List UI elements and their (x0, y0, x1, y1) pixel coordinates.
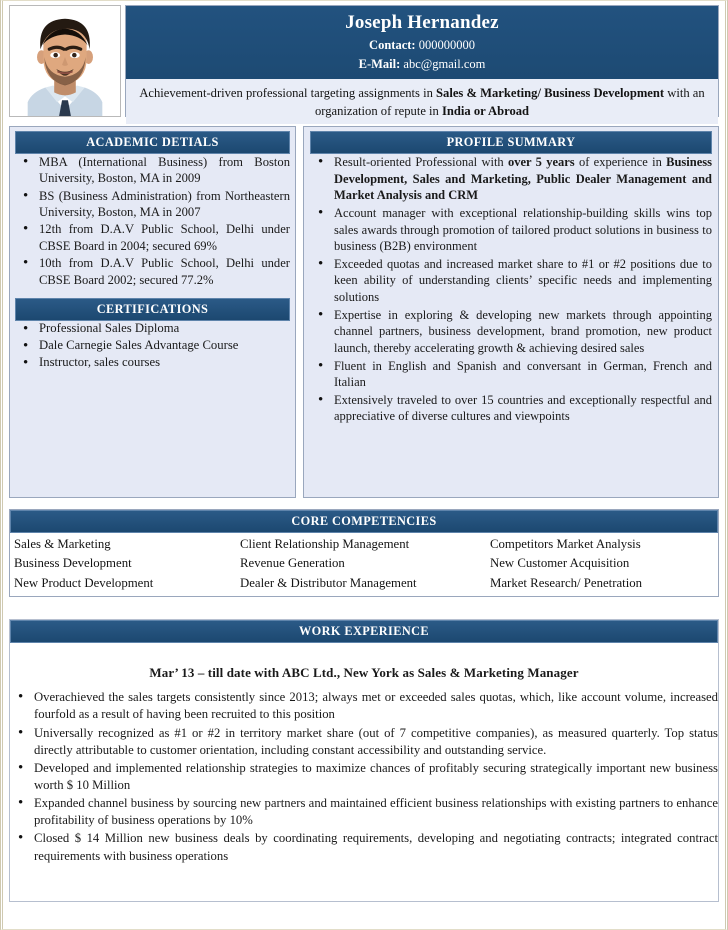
list-item: • 10th from D.A.V Public School, Delhi under CBSE Board 2002; secured 77.2% (15, 255, 290, 288)
contact-label: Contact: (369, 37, 416, 52)
work-role-line: Mar’ 13 – till date with ABC Ltd., New York as Sales & Marketing Manager (149, 665, 579, 681)
list-item: • BS (Business Administration) from Northeastern University, Boston, MA in 2007 (15, 188, 290, 221)
contact-line (130, 36, 714, 55)
competencies-grid (10, 533, 718, 596)
competency-item: Sales & Marketing (14, 537, 111, 551)
competency-item: Market Research/ Penetration (490, 575, 643, 590)
profile-text-pre: Result-oriented Professional with (334, 155, 508, 169)
academic-details-list (15, 154, 290, 288)
certifications-list (15, 321, 290, 371)
tagline-bold-1: Sales & Marketing/ Business Development (436, 86, 665, 101)
avatar (9, 5, 121, 117)
profile-text-bold: over 5 years (507, 155, 575, 169)
competency-item: Revenue Generation (240, 556, 345, 571)
list-item: • Universally recognized as #1 or #2 in territory market share (out of 7 competitive companies), as measured quarterly. Top status directly attributable to customer orientation, including constant accessibility and outstanding service. (10, 725, 718, 759)
list-item: • Extensively traveled to over 15 countries and exceptionally respectful and appreciative of diverse cultures and viewpoints (310, 392, 712, 425)
resume-header (9, 5, 719, 117)
competency-item: New Customer Acquisition (490, 556, 630, 571)
page-title: Joseph Hernandez (345, 12, 499, 33)
list-item: • Instructor, sales courses (15, 355, 290, 371)
list-item: • MBA (International Business) from Boston University, Boston, MA in 2009 (15, 154, 290, 187)
section-header-academic: ACADEMIC DETIALS (15, 131, 290, 154)
upper-two-column-area (9, 126, 719, 498)
list-item: • Professional Sales Diploma (15, 321, 290, 337)
list-item: • Fluent in English and Spanish and conversant in German, French and Italian (310, 358, 712, 391)
email-label: E-Mail: (358, 56, 401, 71)
left-column (9, 126, 296, 498)
tagline-text-2: with an organization of repute in (314, 86, 705, 118)
tagline-bold-2: India or Abroad (442, 103, 530, 118)
right-column (303, 126, 719, 498)
profile-text-mid: of experience in (574, 155, 667, 169)
section-header-certifications: CERTIFICATIONS (15, 298, 290, 321)
section-header-profile-summary: PROFILE SUMMARY (310, 131, 712, 154)
list-item: • Expanded channel business by sourcing new partners and maintained efficient business relationships with existing partners to enhance profitability of business operations by 10% (10, 795, 718, 829)
objective-tagline (126, 79, 718, 124)
competency-item: Client Relationship Management (240, 537, 410, 551)
name-contact-block (126, 6, 718, 79)
competency-item: Competitors Market Analysis (490, 537, 641, 551)
competency-item: Dealer & Distributor Management (240, 575, 417, 590)
competency-item: Business Development (14, 556, 132, 571)
contact-value: 000000000 (418, 37, 475, 52)
work-experience-section (9, 619, 719, 902)
email-line (130, 55, 714, 74)
certifications-block (15, 298, 290, 371)
list-item: • Overachieved the sales targets consistently since 2013; always met or exceeded sales quotas, which, like account volume, increased fourfold as a result of having been recruited to this position (10, 689, 718, 723)
competency-item: New Product Development (14, 575, 154, 590)
list-item: • 12th from D.A.V Public School, Delhi under CBSE Board in 2004; secured 69% (15, 221, 290, 254)
work-experience-list (10, 689, 718, 864)
list-item (310, 154, 712, 204)
profile-summary-list (310, 154, 712, 425)
section-header-core-competencies: CORE COMPETENCIES (10, 510, 718, 533)
profile-text-bold2: Business Development, Sales and Marketing, Public Dealer Management and Market Analysis and CRM (334, 155, 712, 203)
portrait-photo-icon (10, 6, 120, 116)
list-item: • Developed and implemented relationship strategies to maximize chances of profitably securing strategically important new business worth $ 10 Million (10, 760, 718, 794)
section-header-work-experience: WORK EXPERIENCE (10, 620, 718, 643)
list-item: • Exceeded quotas and increased market share to #1 or #2 positions due to keen ability of understanding clients’ specific needs and implementing solutions (310, 256, 712, 306)
email-value[interactable]: abc@gmail.com (403, 56, 486, 71)
core-competencies-section (9, 509, 719, 597)
header-identity-block (125, 5, 719, 117)
list-item: • Closed $ 14 Million new business deals by coordinating requirements, developing and negotiating contracts; integrated contract requirements with business operations (10, 830, 718, 864)
list-item: • Dale Carnegie Sales Advantage Course (15, 338, 290, 354)
tagline-text-1: Achievement-driven professional targeting assignments in (139, 86, 437, 101)
list-item: • Account manager with exceptional relationship-building skills wins top sales awards through promotion of tailored product solutions in business to business (B2B) environment (310, 205, 712, 255)
list-item: • Expertise in exploring & developing new markets through appointing channel partners, business development, brand promotion, new product launch, thereby accelerating growth & achieving desired sales (310, 307, 712, 357)
